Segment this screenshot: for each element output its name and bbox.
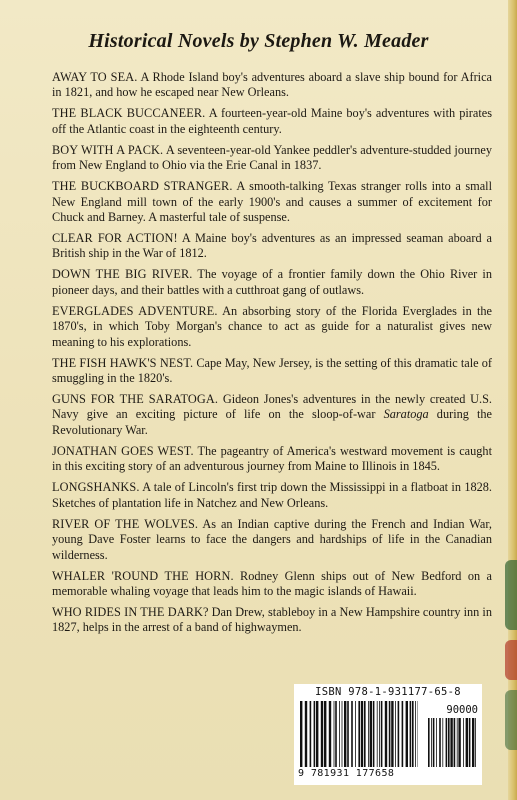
novel-entry — [52, 480, 492, 511]
barcode-bar — [329, 701, 331, 767]
barcode-bar — [381, 701, 383, 767]
novel-entry — [52, 106, 492, 137]
novel-entry — [52, 569, 492, 600]
barcode-bar — [439, 718, 441, 767]
novel-entry — [52, 70, 492, 101]
barcode-bar — [324, 701, 326, 767]
price-code: 90000 — [446, 704, 478, 716]
barcode-bar — [321, 701, 323, 767]
barcode-bar — [364, 701, 366, 767]
novel-entry — [52, 444, 492, 475]
novel-description: As an Indian captive during the French and Indian War, young Dave Foster learns to face the dangers and hardships of life in the Canadian wilderness. — [52, 516, 492, 562]
novel-title: GUNS FOR THE SARATOGA. — [52, 392, 219, 407]
barcode-bar — [377, 701, 378, 767]
novel-title: THE FISH HAWK'S NEST. — [52, 355, 194, 370]
novel-description: A seventeen-year-old Yankee peddler's adventure-studded journey from New England to Ohio via the Erie Canal in 1837. — [52, 142, 492, 173]
novel-entry — [52, 179, 492, 225]
novel-description: The pageantry of America's westward movement is caught in this exciting story of an adventurous journey from Maine to Illinois in 1845. — [52, 443, 492, 474]
edge-decoration — [505, 640, 517, 680]
barcode-bar — [373, 701, 375, 767]
barcode-bar — [358, 701, 360, 767]
barcode-bar — [410, 701, 412, 767]
barcode-bar — [316, 701, 318, 767]
barcode-bar — [361, 701, 363, 767]
barcode-bar — [433, 718, 435, 767]
novel-list — [52, 70, 492, 641]
barcode-bar — [415, 701, 416, 767]
novel-title: THE BLACK BUCCANEER. — [52, 106, 206, 121]
barcode-bar — [466, 718, 468, 767]
novel-description: An absorbing story of the Florida Everglades in the 1870's, in which Toby Morgan's chance to act as guide for a naturalist gives new meaning to his explorations. — [52, 303, 492, 349]
barcode-bar — [314, 701, 316, 767]
novel-entry — [52, 143, 492, 174]
novel-description: The voyage of a frontier family down the Ohio River in pioneer days, and their battles with a cutthroat gang of outlaws. — [52, 267, 492, 297]
novel-description: A smooth-talking Texas stranger rolls into a small New England mill town of the early 1900's and causes a summer of excitement for Chuck and Barney. A masterful tale of suspense. — [52, 179, 492, 225]
barcode-bar — [351, 701, 353, 767]
novel-title: AWAY TO SEA. — [52, 70, 138, 84]
barcode-bar — [368, 701, 369, 767]
novel-entry — [52, 356, 492, 387]
edge-decoration — [505, 560, 517, 630]
barcode-bar — [305, 701, 307, 767]
novel-title: LONGSHANKS. — [52, 480, 140, 495]
isbn-barcode — [294, 684, 482, 785]
barcode-bar — [398, 701, 400, 767]
barcode-bar — [458, 718, 460, 767]
barcode-bar — [395, 701, 396, 767]
barcode-bar — [355, 701, 356, 767]
barcode-bar — [334, 701, 335, 767]
barcode-bar — [402, 701, 404, 767]
barcode-bar — [448, 718, 450, 767]
novel-title: DOWN THE BIG RIVER. — [52, 267, 193, 282]
edge-decoration — [505, 690, 517, 750]
novel-title: THE BUCKBOARD STRANGER. — [52, 179, 233, 194]
novel-description-text: during the Revolutionary War. — [52, 407, 493, 437]
ean-digits: 9 781931 177658 — [298, 768, 395, 779]
novel-entry — [52, 267, 492, 298]
barcode-bar — [339, 701, 340, 767]
novel-entry — [52, 304, 492, 350]
barcode-bar — [385, 701, 387, 767]
novel-title: WHALER 'ROUND THE HORN. — [52, 568, 234, 583]
novel-title: WHO RIDES IN THE DARK? — [52, 604, 209, 619]
barcode-bar — [436, 718, 437, 767]
barcode-bar — [370, 701, 372, 767]
novel-entry — [52, 605, 492, 636]
barcode-bar — [335, 701, 337, 767]
barcode-bar — [431, 718, 432, 767]
novel-description: Cape May, New Jersey, is the setting of this dramatic tale of smuggling in the 1820's. — [52, 355, 492, 386]
barcode-bar — [412, 701, 414, 767]
barcode-bar — [342, 701, 343, 767]
barcode-bar — [463, 718, 464, 767]
barcode-bar — [347, 701, 349, 767]
novel-title: RIVER OF THE WOLVES. — [52, 516, 199, 531]
barcode-bar — [310, 701, 312, 767]
novel-title: CLEAR FOR ACTION! — [52, 231, 178, 246]
isbn-label: ISBN 978-1-931177-65-8 — [315, 686, 461, 698]
barcode-bar — [446, 718, 448, 767]
novel-description: A Maine boy's adventures as an impressed seaman aboard a British ship in the War of 1812. — [52, 231, 492, 261]
novel-description-text: Gideon Jones's adventures in the newly created U.S. Navy give an exciting picture of life on the sloop-of-war — [52, 392, 493, 422]
barcode-bar — [344, 701, 346, 767]
barcode-bar — [442, 718, 443, 767]
barcode-bar — [391, 701, 393, 767]
barcode-bar — [379, 701, 380, 767]
novel-title: EVERGLADES ADVENTURE. — [52, 303, 218, 318]
barcode-bar — [300, 701, 302, 767]
barcode-bar — [389, 701, 391, 767]
novel-description: A Rhode Island boy's adventures aboard a slave ship bound for Africa in 1821, and how he escaped near New Orleans. — [52, 70, 492, 100]
barcode-bar — [475, 718, 476, 767]
barcode-bar — [457, 718, 458, 767]
novel-description: A fourteen-year-old Maine boy's adventures with pirates off the Atlantic coast in the eighteenth century. — [52, 106, 493, 136]
barcode-bar — [469, 718, 471, 767]
addon-barcode-bars — [428, 718, 478, 767]
cover-edge-strip — [508, 0, 517, 800]
barcode-bar — [406, 701, 408, 767]
page-title: Historical Novels by Stephen W. Meader — [88, 30, 429, 52]
novel-entry — [52, 517, 492, 563]
novel-title: BOY WITH A PACK. — [52, 142, 164, 157]
novel-entry — [52, 392, 492, 438]
novel-entry — [52, 231, 492, 262]
novel-description: Dan Drew, stableboy in a New Hampshire country inn in 1827, helps in the arrest of a band of highwaymen. — [52, 604, 492, 635]
barcode-bar — [428, 718, 430, 767]
ean-barcode-bars — [300, 701, 418, 767]
barcode-bar — [472, 718, 474, 767]
barcode-bar — [454, 718, 456, 767]
novel-description: Rodney Glenn ships out of New Bedford on a memorable whaling voyage that leads him to the magic islands of Hawaii. — [52, 568, 493, 598]
barcode-bar — [450, 718, 452, 767]
novel-description: A tale of Lincoln's first trip down the Mississippi in a flatboat in 1828. Sketches of plantation life in Natchez and New Orleans. — [52, 480, 492, 510]
ship-name-italic: Saratoga — [383, 407, 429, 422]
novel-title: JONATHAN GOES WEST. — [52, 443, 194, 458]
